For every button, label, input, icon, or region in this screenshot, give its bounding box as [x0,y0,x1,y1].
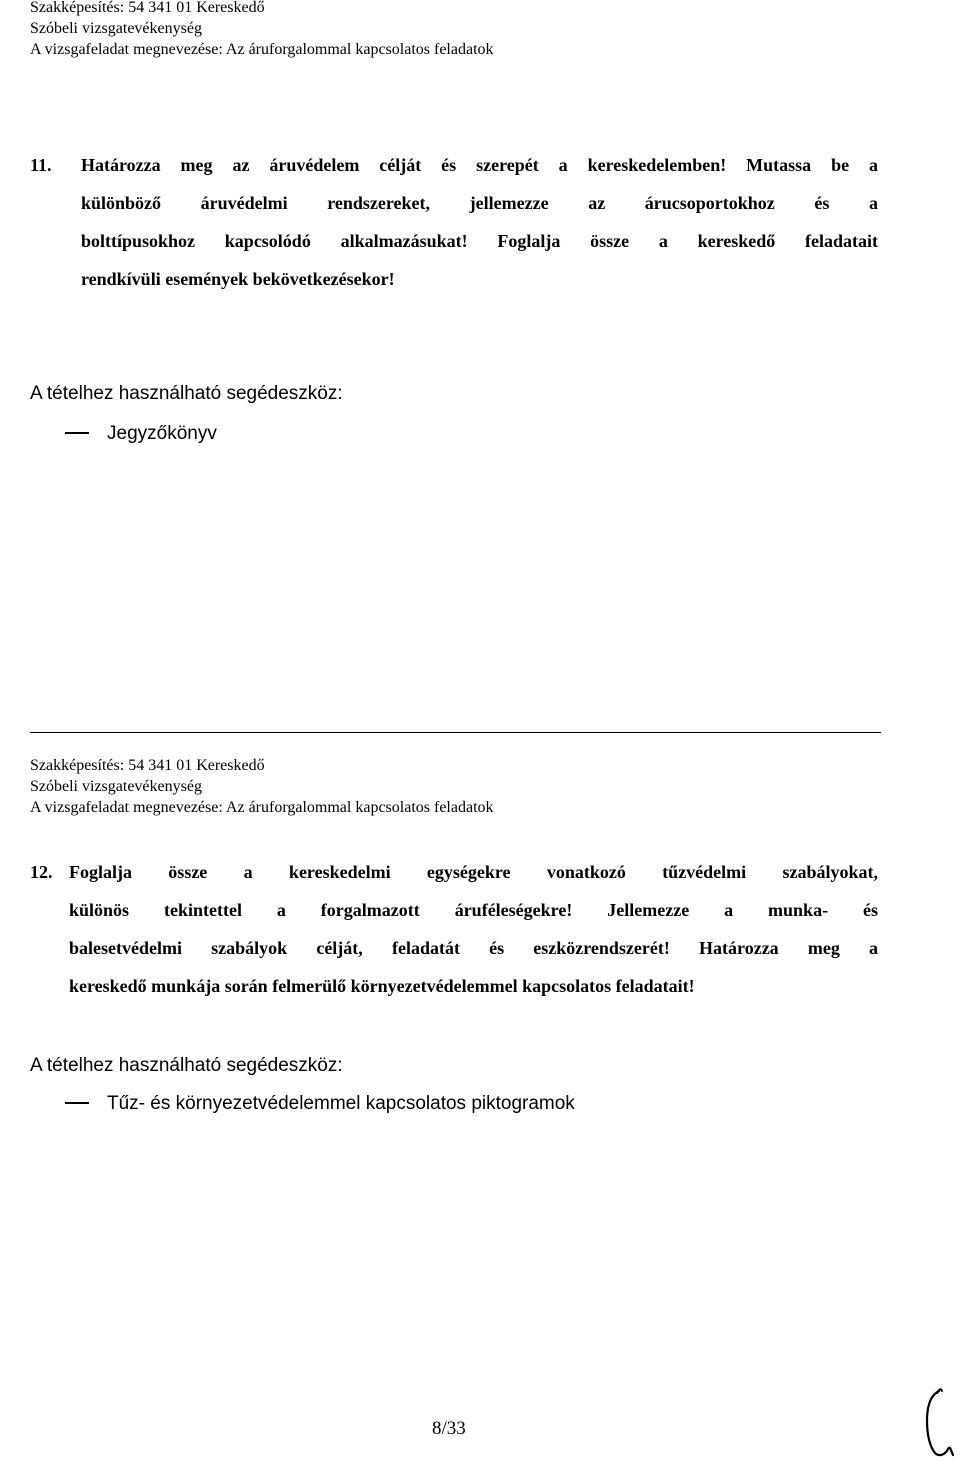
task-line: bolttípusokhoz kapcsolódó alkalmazásukat! Foglalja össze a kereskedő feladatait [81,231,878,251]
task-text [81,146,878,298]
page-header [30,0,494,60]
task-number: 12. [30,862,53,882]
task-line: kereskedő munkája során felmerülő környezetvédelemmel kapcsolatos feladatait! [69,976,695,996]
task-line: rendkívüli események bekövetkezésekor! [81,269,395,289]
header-qualification: Szakképesítés: 54 341 01 Kereskedő [30,0,265,16]
page-separator [30,732,881,733]
task-number: 11. [30,155,52,175]
header-exam-activity: Szóbeli vizsgatevékenység [30,778,202,795]
header-qualification: Szakképesítés: 54 341 01 Kereskedő [30,757,265,774]
tool-label: A tételhez használható segédeszköz: [30,1055,343,1076]
tool-item [65,423,217,445]
handwritten-signature-icon [915,1385,957,1465]
task-line: különös tekintettel a forgalmazott áruféleségekre! Jellemezze a munka- és [69,900,878,920]
task-text [69,853,878,1005]
task-line: Foglalja össze a kereskedelmi egységekre vonatkozó tűzvédelmi szabályokat, [69,862,878,882]
task-line: Határozza meg az áruvédelem célját és szerepét a kereskedelemben! Mutassa be a [81,155,878,175]
header-task-title: A vizsgafeladat megnevezése: Az áruforgalommal kapcsolatos feladatok [30,799,494,816]
page-number: 8/33 [432,1418,466,1439]
task-line: különböző áruvédelmi rendszereket, jellemezze az árucsoportokhoz és a [81,193,878,213]
tool-name: Jegyzőkönyv [107,423,217,444]
tool-item [65,1093,575,1115]
task-line: balesetvédelmi szabályok célját, feladatát és eszközrendszerét! Határozza meg a [69,938,878,958]
tool-name: Tűz- és környezetvédelemmel kapcsolatos piktogramok [107,1093,575,1114]
header-task-title: A vizsgafeladat megnevezése: Az áruforgalommal kapcsolatos feladatok [30,41,494,58]
tool-label: A tételhez használható segédeszköz: [30,383,343,404]
header-exam-activity: Szóbeli vizsgatevékenység [30,20,202,37]
dash-bullet-icon [65,432,89,434]
page-header [30,755,494,818]
dash-bullet-icon [65,1102,89,1104]
